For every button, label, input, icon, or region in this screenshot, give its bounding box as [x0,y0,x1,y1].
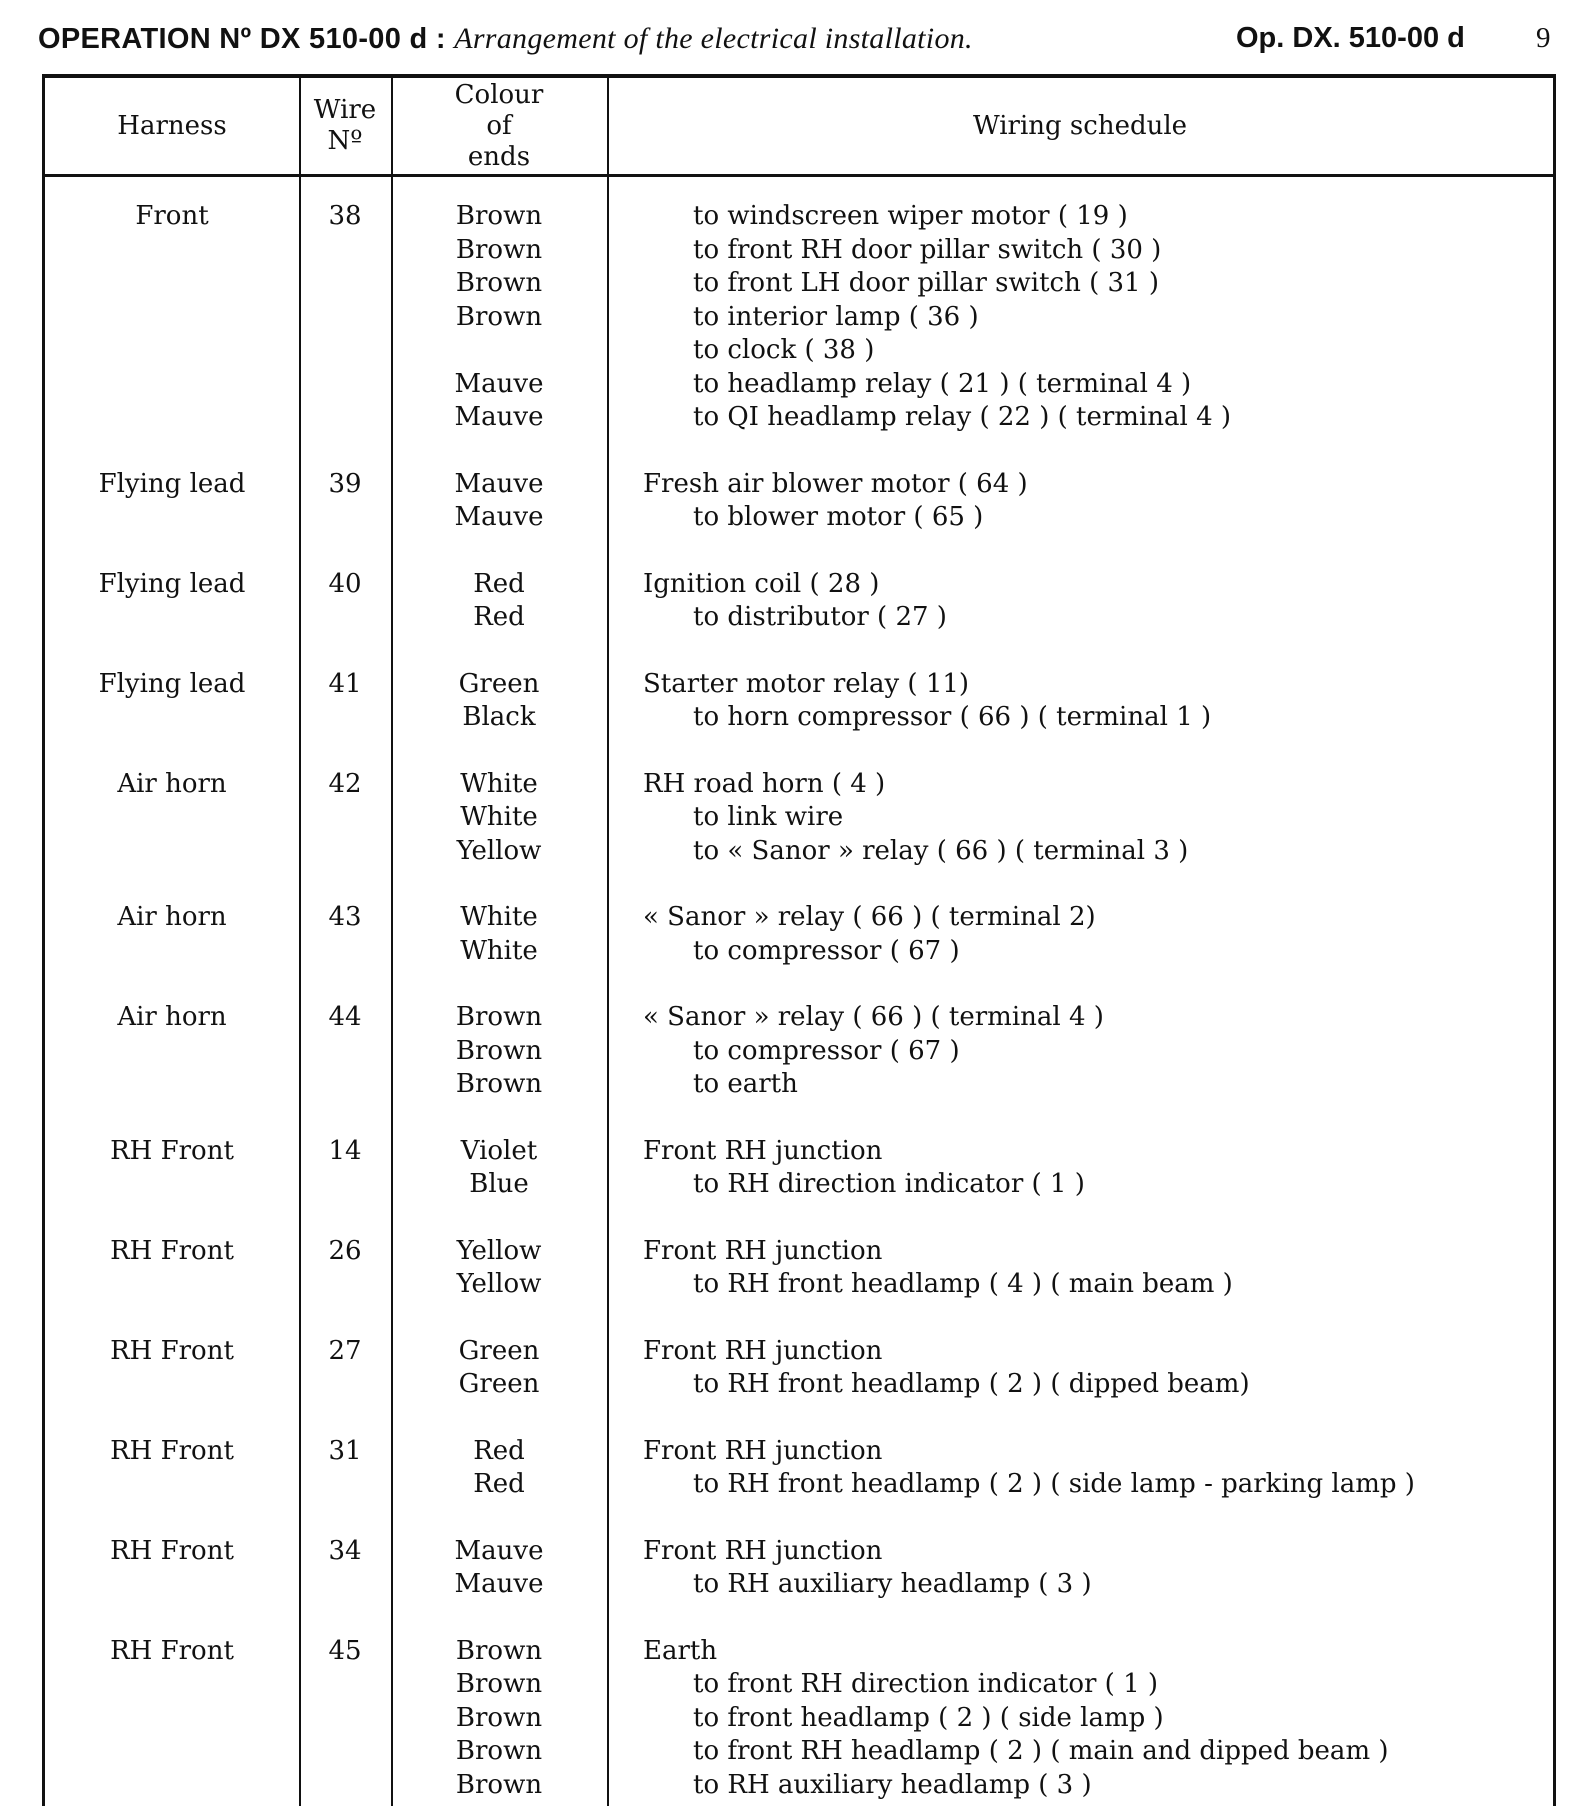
colour-value: Yellow [456,1235,542,1266]
colour-value: Brown [455,1669,543,1699]
wiring-schedule-cell [607,901,1553,968]
schedule-line: to front RH direction indicator ( 1 ) [693,1669,1159,1699]
colour-cell [391,200,607,435]
schedule-line: Fresh air blower motor ( 64 ) [643,468,1028,499]
harness-cell: Flying lead [98,668,246,699]
table-row [45,568,1553,635]
column-header-wire-no: Wire Nº [313,95,377,156]
schedule-line: to « Sanor » relay ( 66 ) ( terminal 3 ) [693,835,1189,866]
colour-value: Brown [455,1769,543,1800]
schedule-line: « Sanor » relay ( 66 ) ( terminal 2) [643,902,1096,932]
colour-value: Red [473,568,525,599]
table-row [45,1335,1553,1402]
colour-value: Mauve [454,1535,544,1566]
colour-value: White [460,935,538,966]
colour-cell [391,1535,607,1602]
schedule-line: to windscreen wiper motor ( 19 ) [693,201,1128,231]
schedule-line: Front RH junction [643,1435,883,1466]
harness-cell: Air horn [117,1002,227,1032]
schedule-line: to front RH headlamp ( 2 ) ( main and dipped beam ) [693,1736,1389,1766]
colour-cell [391,468,607,535]
harness-cell: Air horn [117,768,227,799]
colour-value: Yellow [456,835,542,866]
harness-cell: RH Front [110,1135,234,1166]
colour-value [391,334,607,368]
schedule-line: RH road horn ( 4 ) [643,768,886,799]
wiring-schedule-cell [607,1001,1553,1102]
harness-cell: Air horn [117,902,227,932]
colour-value: Red [473,602,525,632]
table-row [45,768,1553,869]
schedule-line: to QI headlamp relay ( 22 ) ( terminal 4 ) [693,402,1232,432]
wire-number-cell: 14 [328,1135,362,1166]
schedule-line: to front LH door pillar switch ( 31 ) [693,268,1159,298]
schedule-line: to distributor ( 27 ) [693,602,947,632]
schedule-line: to front RH door pillar switch ( 30 ) [693,234,1162,265]
wiring-schedule-cell [607,568,1553,635]
schedule-line: to RH auxiliary headlamp ( 3 ) [693,1569,1092,1599]
colour-value: Brown [455,1702,543,1733]
wiring-schedule-cell [607,1235,1553,1302]
colour-value: Green [458,1335,540,1366]
wiring-schedule-cell [607,1335,1553,1402]
colour-value: Brown [455,1635,543,1666]
table-row [45,468,1553,535]
schedule-line: to RH front headlamp ( 4 ) ( main beam ) [693,1269,1233,1299]
colour-value: Red [473,1469,525,1499]
page-header [38,22,1568,62]
schedule-line: to RH front headlamp ( 2 ) ( dipped beam) [693,1369,1250,1399]
schedule-line: Earth [643,1635,718,1666]
colour-value: Mauve [454,402,544,432]
colour-value: Mauve [454,368,544,399]
harness-cell: RH Front [110,1535,234,1566]
wiring-table [42,74,1556,1806]
schedule-line: Front RH junction [643,1535,883,1566]
schedule-line: to RH auxiliary headlamp ( 3 ) [693,1769,1092,1800]
column-header-harness: Harness [117,110,227,141]
table-row [45,200,1553,435]
colour-value: Black [462,702,536,732]
colour-cell [391,1001,607,1102]
colour-value: Brown [455,1069,543,1099]
wiring-schedule-cell [607,668,1553,735]
schedule-line: to RH front headlamp ( 2 ) ( side lamp - parking lamp ) [693,1469,1415,1499]
wire-number-cell: 38 [328,201,362,231]
table-row [45,668,1553,735]
column-header-wiring-schedule: Wiring schedule [972,110,1188,141]
harness-cell: Flying lead [98,468,246,499]
wiring-schedule-cell [607,1435,1553,1502]
wiring-schedule-cell [607,1535,1553,1602]
colour-value: Green [458,668,540,699]
colour-cell [391,1135,607,1202]
harness-cell: Front [135,201,209,231]
colour-value: White [460,768,538,799]
table-row [45,1135,1553,1202]
colour-cell [391,768,607,869]
table-row [45,1635,1553,1803]
table-row [45,1001,1553,1102]
table-row [45,1235,1553,1302]
colour-value: Brown [455,301,543,332]
header-divider [45,174,1553,177]
schedule-line: to headlamp relay ( 21 ) ( terminal 4 ) [693,368,1192,399]
colour-value: Brown [455,1002,543,1032]
wiring-schedule-cell [607,1635,1553,1803]
wire-number-cell: 44 [328,1002,362,1032]
colour-value: Red [473,1435,525,1466]
colour-value: Mauve [454,1569,544,1599]
table-row [45,1535,1553,1602]
colour-cell [391,668,607,735]
colour-value: Brown [455,1736,543,1766]
schedule-line: to blower motor ( 65 ) [693,502,984,532]
operation-reference: Op. DX. 510-00 d [1236,22,1465,54]
operation-number: OPERATION Nº DX 510-00 d : [38,23,446,55]
colour-cell [391,1335,607,1402]
colour-value: Mauve [454,468,544,499]
schedule-line: to interior lamp ( 36 ) [693,301,979,332]
colour-cell [391,1435,607,1502]
colour-cell [391,1235,607,1302]
schedule-line: « Sanor » relay ( 66 ) ( terminal 4 ) [643,1002,1104,1032]
colour-value: Blue [469,1169,529,1199]
colour-cell [391,1635,607,1803]
harness-cell: Flying lead [98,568,246,599]
wire-number-cell: 41 [328,668,362,699]
operation-subtitle: Arrangement of the electrical installation. [454,22,973,55]
schedule-line: Ignition coil ( 28 ) [643,568,880,599]
wiring-schedule-cell [607,1135,1553,1202]
table-body [45,200,1553,1802]
table-row [45,901,1553,968]
wire-number-cell: 34 [328,1535,362,1566]
wiring-schedule-cell [607,468,1553,535]
column-header-colour: Colour of ends [454,79,544,172]
schedule-line: to clock ( 38 ) [693,335,875,365]
schedule-line: to link wire [693,802,844,832]
colour-value: Brown [455,234,543,265]
schedule-line: Front RH junction [643,1335,883,1366]
harness-cell: RH Front [110,1435,234,1466]
wiring-schedule-cell [607,200,1553,435]
colour-value: Brown [455,1035,543,1066]
schedule-line: to earth [693,1069,798,1099]
wire-number-cell: 31 [328,1435,362,1466]
colour-value: Brown [455,268,543,298]
wire-number-cell: 45 [328,1635,362,1666]
colour-value: Mauve [454,502,544,532]
schedule-line: to compressor ( 67 ) [693,1035,960,1066]
colour-value: Green [458,1369,540,1399]
page-number: 9 [1536,22,1551,54]
schedule-line: Front RH junction [643,1135,883,1166]
schedule-line: to horn compressor ( 66 ) ( terminal 1 ) [693,702,1212,732]
colour-cell [391,901,607,968]
schedule-line: Starter motor relay ( 11) [643,668,970,699]
wire-number-cell: 40 [328,568,362,599]
schedule-line: to front headlamp ( 2 ) ( side lamp ) [693,1702,1164,1733]
colour-value: Violet [460,1135,538,1166]
wire-number-cell: 27 [328,1335,362,1366]
wiring-schedule-cell [607,768,1553,869]
harness-cell: RH Front [110,1635,234,1666]
harness-cell: RH Front [110,1235,234,1266]
wire-number-cell: 26 [328,1235,362,1266]
colour-value: Yellow [456,1269,542,1299]
harness-cell: RH Front [110,1335,234,1366]
operation-title [38,22,973,56]
colour-cell [391,568,607,635]
table-row [45,1435,1553,1502]
colour-value: Brown [455,201,543,231]
wire-number-cell: 43 [328,902,362,932]
wire-number-cell: 42 [328,768,362,799]
schedule-line: Front RH junction [643,1235,883,1266]
colour-value: White [460,802,538,832]
schedule-line: to RH direction indicator ( 1 ) [693,1169,1085,1199]
schedule-line: to compressor ( 67 ) [693,935,960,966]
wire-number-cell: 39 [328,468,362,499]
colour-value: White [460,902,538,932]
